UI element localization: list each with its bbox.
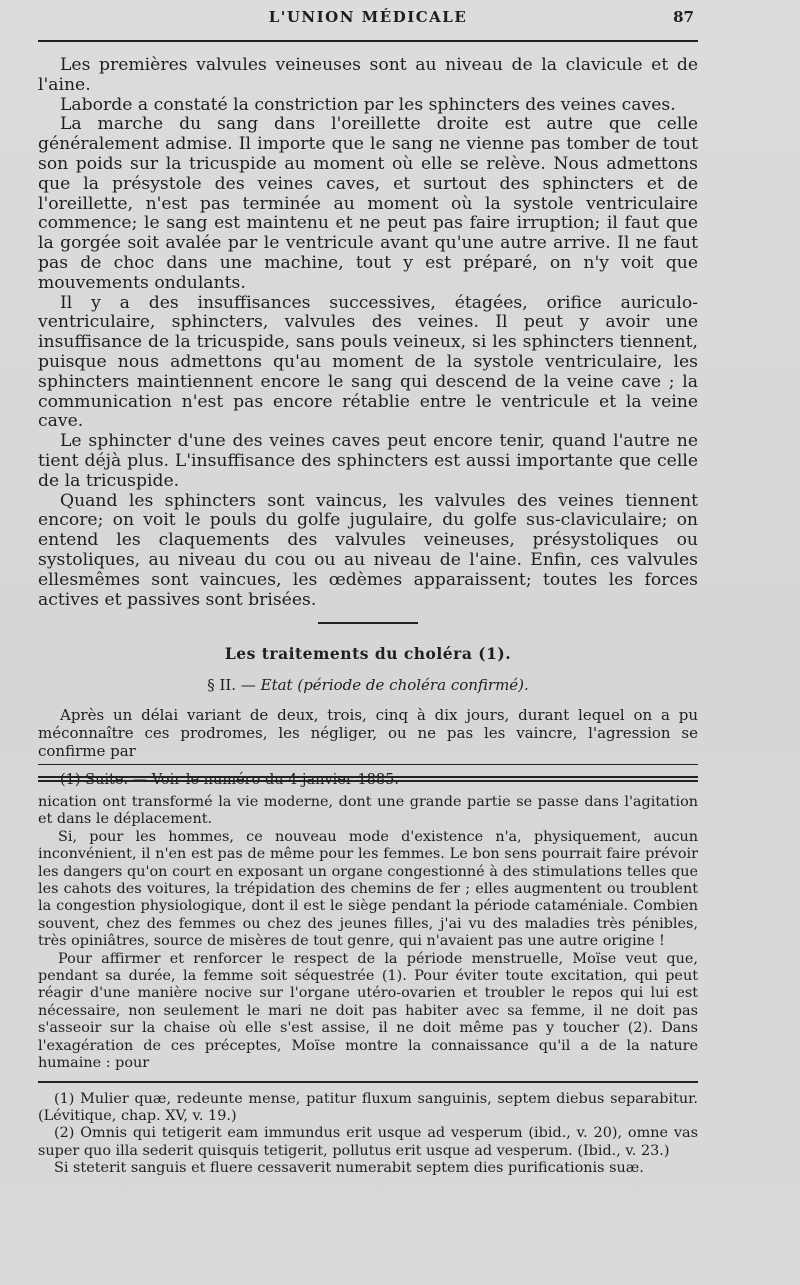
section-intro: Après un délai variant de deux, trois, cinq à dix jours, durant lequel on a pu méconnaître ces prodromes, les négliger, ou ne pas les vaincre, l'agression se confirme par [38, 705, 698, 760]
note: Si steterit sanguis et fluere cessaverit numerabit septem dies purificationis suæ. [54, 1160, 644, 1177]
paragraph: Laborde a constaté la constriction par les sphincters des veines caves. [60, 94, 676, 115]
feuilleton-article [38, 794, 698, 1178]
feuilleton-separator [38, 776, 698, 782]
section-divider [318, 622, 418, 624]
notes [38, 1091, 698, 1178]
paragraph: La marche du sang dans l'oreillette droite est autre que celle généralement admise. Il importe que le sang ne vienne pas tomber de tout son poids sur la tricuspide au moment où elle se relève. Nous admettons que la présystole des veines caves, et surtout des sphincters et de l'oreillette, n'est pas terminée au moment où la systole ventriculaire commence; le sang est maintenu et ne peut pas faire irruption; il faut que la gorgée soit avalée par le ventricule avant qu'une autre arrive. Il ne faut pas de choc dans une machine, tout y est préparé, on n'y voit que mouvements ondulants. [38, 114, 698, 293]
paragraph: Le sphincter d'une des veines caves peut encore tenir, quand l'autre ne tient déjà plus. L'insuffisance des sphincters est aussi importante que celle de la tricuspide. [38, 431, 698, 491]
page-number: 87 [673, 8, 694, 26]
footnote-rule [38, 764, 698, 765]
paragraph: Quand les sphincters sont vaincus, les valvules des veines tiennent encore; on voit le pouls du golfe jugulaire, du golfe sus-claviculaire; on entend les claquements des valvules veineuses, présystoliques ou systoliques, au niveau du cou ou au niveau de l'aine. Enfin, ces valvules ellesmêmes sont vaincues, les œdèmes apparaissent; toutes les forces actives et passives sont brisées. [38, 490, 698, 610]
footnote: (1) Suite. — Voir le numéro du 4 janvier 1885. [60, 771, 399, 788]
subsection-heading [38, 676, 698, 696]
running-header [38, 8, 698, 32]
section-title: Les traitements du choléra (1). [224, 644, 512, 664]
journal-title: L'UNION MÉDICALE [268, 8, 468, 26]
notes-rule [38, 1081, 698, 1083]
paragraph: Pour affirmer et renforcer le respect de la période menstruelle, Moïse veut que, pendant sa durée, la femme soit séquestrée (1). Pour éviter toute excitation, qui peut réagir d'une manière nocive sur l'organe utéro-ovarien et troubler le repos qui lui est nécessaire, non seulement le mari ne doit pas habiter avec sa femme, il ne doit pas s'asseoir sur la chaise où elle s'est assise, il ne doit même pas y toucher (2). Dans l'exagération de ces préceptes, Moïse montre la connaissance qu'il a de la nature humaine : pour [38, 950, 698, 1072]
paragraph: nication ont transformé la vie moderne, dont une grande partie se passe dans l'agitation et dans le déplacement. [38, 794, 698, 828]
note: (1) Mulier quæ, redeunte mense, patitur fluxum sanguinis, septem diebus separabitur. (Lévitique, chap. XV, v. 19.) [38, 1090, 698, 1124]
paragraph: Les premières valvules veineuses sont au niveau de la clavicule et de l'aine. [38, 55, 698, 95]
subsection-prefix: § II. — [207, 676, 256, 695]
subsection-title: Etat (période de choléra confirmé). [260, 676, 529, 695]
header-rule [38, 40, 698, 42]
note: (2) Omnis qui tetigerit eam immundus erit usque ad vesperum (ibid., v. 20), omne vas super quo illa sederit quisquis tetigerit, pollutus erit usque ad vesperum. (Ibid., v. 23.) [38, 1125, 698, 1159]
paragraph: Si, pour les hommes, ce nouveau mode d'existence n'a, physiquement, aucun inconvénient, il n'en est pas de même pour les femmes. Le bon sens pourrait faire prévoir les dangers qu'on court en exposant un organe congestionné à des stimulations telles que les cahots des voitures, la trépidation des chemins de fer ; elles augmentent ou troublent la congestion physiologique, dont il est le siège pendant la période cataméniale. Combien souvent, chez des femmes ou chez des jeunes filles, j'ai vu des maladies très pénibles, très opiniâtres, source de misères de tout genre, qui n'avaient pas une autre origine ! [38, 828, 698, 950]
upper-article [38, 56, 698, 789]
paragraph: Il y a des insuffisances successives, étagées, orifice auriculo-ventriculaire, sphincters, valvules des veines. Il peut y avoir une insuffisance de la tricuspide, sans pouls veineux, si les sphincters tiennent, puisque nous admettons qu'au moment de la systole ventriculaire, les sphincters maintiennent encore le sang qui descend de la veine cave ; la communication n'est pas encore rétablie entre le ventricule et la veine cave. [38, 292, 698, 432]
